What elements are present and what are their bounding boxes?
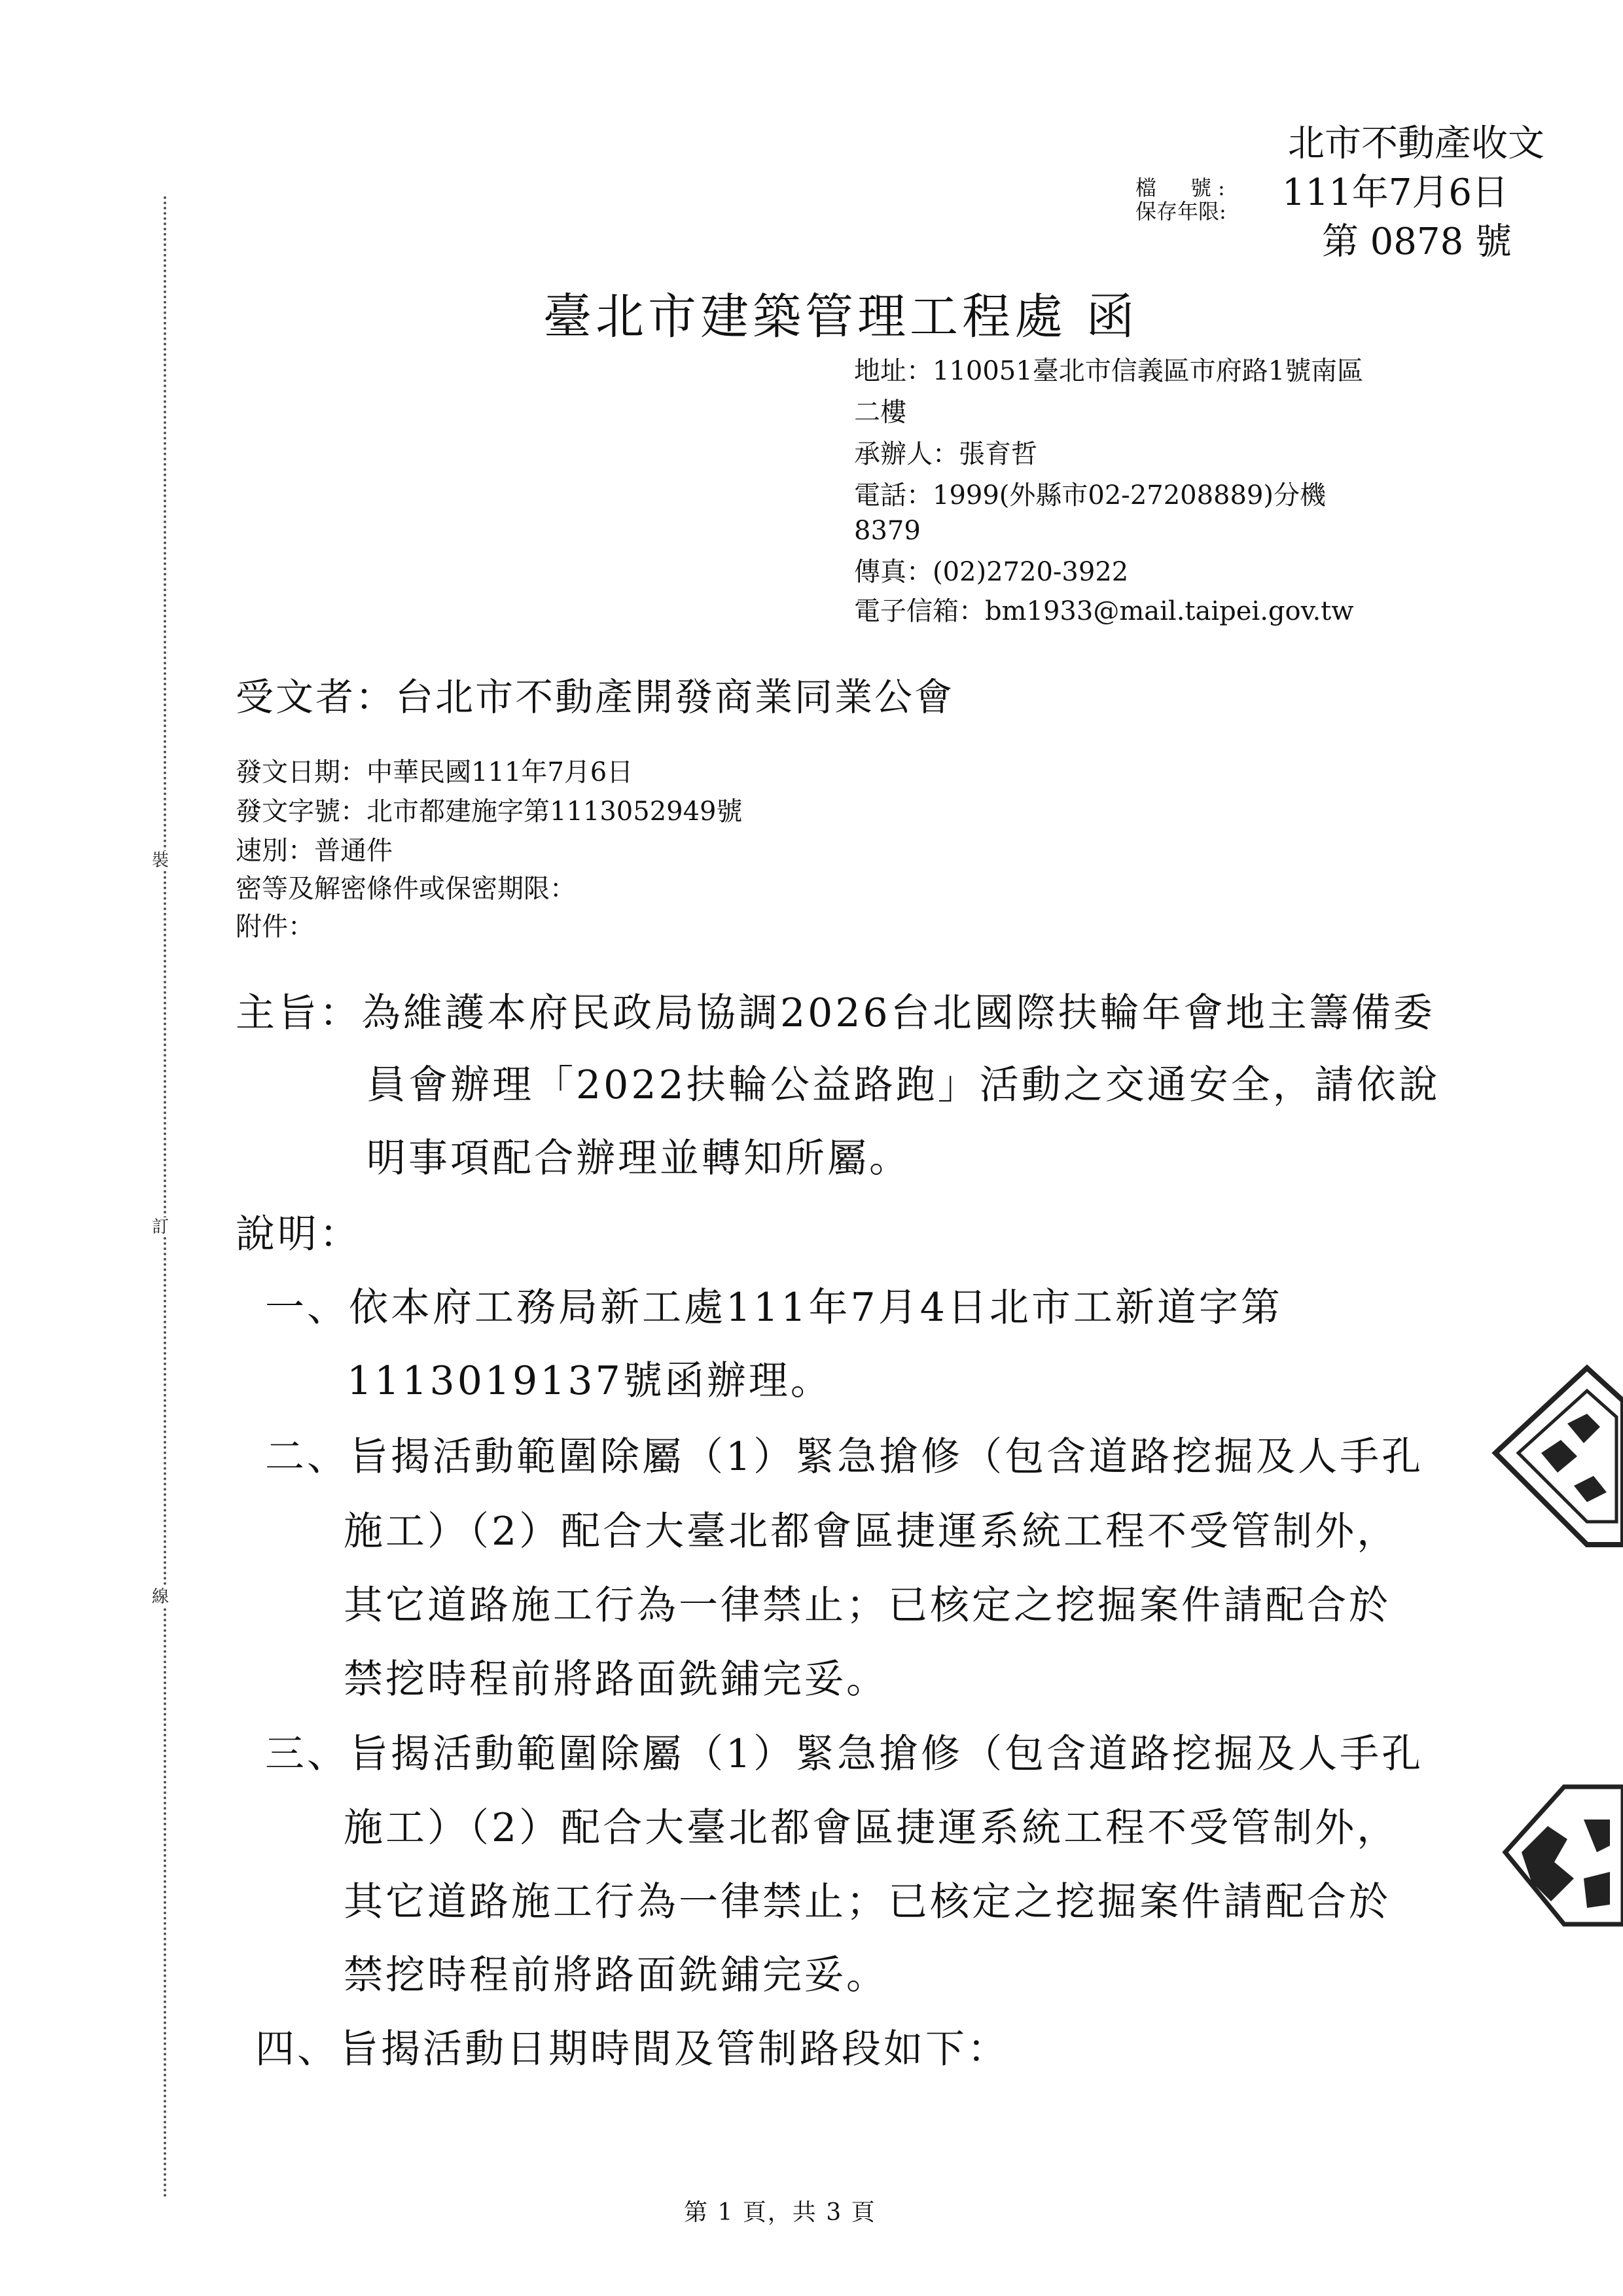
receipt-stamp-org: 北市不動產收文 [1288, 122, 1544, 165]
contact-email: 電子信箱：bm1933@mail.taipei.gov.tw [854, 596, 1354, 626]
receipt-stamp-date: 111年7月6日 [1281, 171, 1508, 214]
seal-stamp-lower [1492, 1780, 1623, 1931]
binding-mark-ding: 訂 [152, 1217, 169, 1237]
binding-mark-xian: 線 [152, 1587, 169, 1607]
item1-line2: 1113019137號函辦理。 [347, 1358, 832, 1404]
item3-line3: 其它道路施工行為一律禁止；已核定之挖掘案件請配合於 [344, 1879, 1391, 1925]
issue-number: 發文字號：北市都建施字第1113052949號 [236, 797, 743, 827]
item3-line1: 三、旨揭活動範圍除屬（1）緊急搶修（包含道路挖掘及人手孔 [265, 1731, 1424, 1777]
confidentiality: 密等及解密條件或保密期限： [236, 874, 576, 904]
document-title: 臺北市建築管理工程處 函 [543, 289, 1139, 345]
contact-address-line2: 二樓 [854, 397, 906, 427]
contact-handler: 承辦人：張育哲 [854, 439, 1037, 469]
priority: 速別：普通件 [236, 836, 393, 866]
item3-line4: 禁挖時程前將路面銑鋪完妥。 [344, 1952, 888, 1998]
issue-date: 發文日期：中華民國111年7月6日 [236, 757, 633, 787]
recipient: 受文者：台北市不動產開發商業同業公會 [236, 675, 955, 719]
explanation-label: 說明： [236, 1211, 361, 1257]
attachment: 附件： [236, 912, 314, 942]
item2-line4: 禁挖時程前將路面銑鋪完妥。 [344, 1657, 888, 1702]
item3-line2: 施工）（2）配合大臺北都會區捷運系統工程不受管制外， [344, 1805, 1399, 1851]
item2-line1: 二、旨揭活動範圍除屬（1）緊急搶修（包含道路挖掘及人手孔 [265, 1434, 1424, 1480]
subject-line2: 員會辦理「2022扶輪公益路跑」活動之交通安全，請依說 [366, 1062, 1440, 1108]
contact-phone-line1: 電話：1999(外縣市02-27208889)分機 [854, 480, 1327, 511]
retention-label: 保存年限: [1135, 199, 1226, 224]
item4-line1: 四、旨揭活動日期時間及管制路段如下： [255, 2026, 1009, 2072]
seal-stamp-upper [1469, 1355, 1623, 1551]
item2-line3: 其它道路施工行為一律禁止；已核定之挖掘案件請配合於 [344, 1583, 1391, 1628]
receipt-stamp-number: 第 0878 號 [1321, 221, 1512, 263]
item2-line2: 施工）（2）配合大臺北都會區捷運系統工程不受管制外， [344, 1509, 1399, 1554]
subject-line1: 主旨：為維護本府民政局協調2026台北國際扶輪年會地主籌備委 [236, 990, 1435, 1036]
contact-phone-line2: 8379 [854, 516, 921, 546]
binding-mark-zhuang: 裝 [152, 851, 169, 870]
subject-line3: 明事項配合辦理並轉知所屬。 [366, 1136, 911, 1181]
contact-address-line1: 地址：110051臺北市信義區市府路1號南區 [854, 356, 1364, 386]
binding-line [164, 196, 166, 2199]
contact-fax: 傳真：(02)2720-3922 [854, 557, 1129, 587]
page-footer: 第 1 頁，共 3 頁 [684, 2199, 876, 2226]
item1-line1: 一、依本府工務局新工處111年7月4日北市工新道字第 [265, 1285, 1283, 1331]
file-number-label: 檔 號: [1135, 175, 1232, 200]
